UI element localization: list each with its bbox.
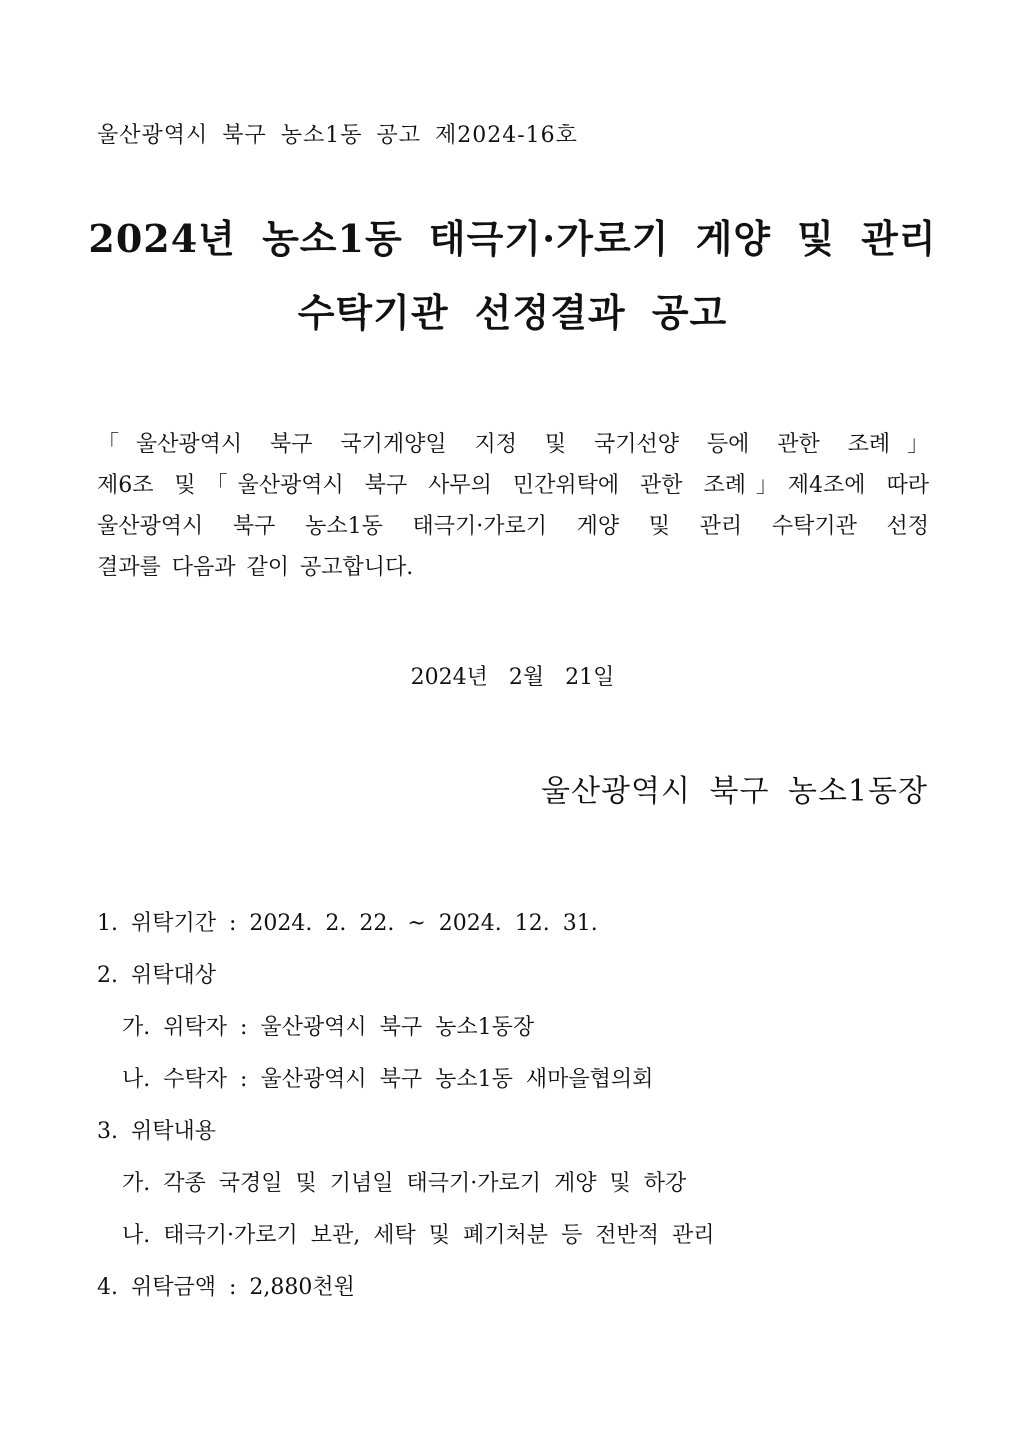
- notice-number: 울산광역시 북구 농소1동 공고 제2024-16호: [97, 123, 578, 148]
- item-consignment-content: 3. 위탁내용: [97, 1119, 216, 1144]
- body-line: 「울산광역시 북구 국기게양일 지정 및 국기선양 등에 관한 조례」: [97, 432, 929, 457]
- body-paragraph: [97, 424, 929, 588]
- subitem-consignor: 가. 위탁자 : 울산광역시 북구 농소1동장: [122, 1015, 535, 1040]
- item-consignment-period: 1. 위탁기간 : 2024. 2. 22. ~ 2024. 12. 31.: [97, 911, 598, 936]
- document-title-line-1: 2024년 농소1동 태극기·가로기 게양 및 관리: [88, 216, 937, 261]
- body-line: 울산광역시 북구 농소1동 태극기·가로기 게양 및 관리 수탁기관 선정: [97, 514, 929, 539]
- signer: 울산광역시 북구 농소1동장: [541, 774, 928, 809]
- document-title-line-2: 수탁기관 선정결과 공고: [297, 290, 728, 335]
- subitem-consignee: 나. 수탁자 : 울산광역시 북구 농소1동 새마을협의회: [122, 1067, 654, 1092]
- body-line: 제6조 및「울산광역시 북구 사무의 민간위탁에 관한 조례」제4조에 따라: [97, 473, 929, 498]
- notice-date: 2024년 2월 21일: [410, 665, 615, 690]
- item-consignment-amount: 4. 위탁금액 : 2,880천원: [97, 1275, 355, 1300]
- subitem-flag-raising: 가. 각종 국경일 및 기념일 태극기·가로기 게양 및 하강: [122, 1171, 687, 1196]
- item-consignment-target: 2. 위탁대상: [97, 963, 216, 988]
- body-line: 결과를 다음과 같이 공고합니다.: [97, 555, 414, 580]
- subitem-flag-management: 나. 태극기·가로기 보관, 세탁 및 폐기처분 등 전반적 관리: [122, 1223, 715, 1248]
